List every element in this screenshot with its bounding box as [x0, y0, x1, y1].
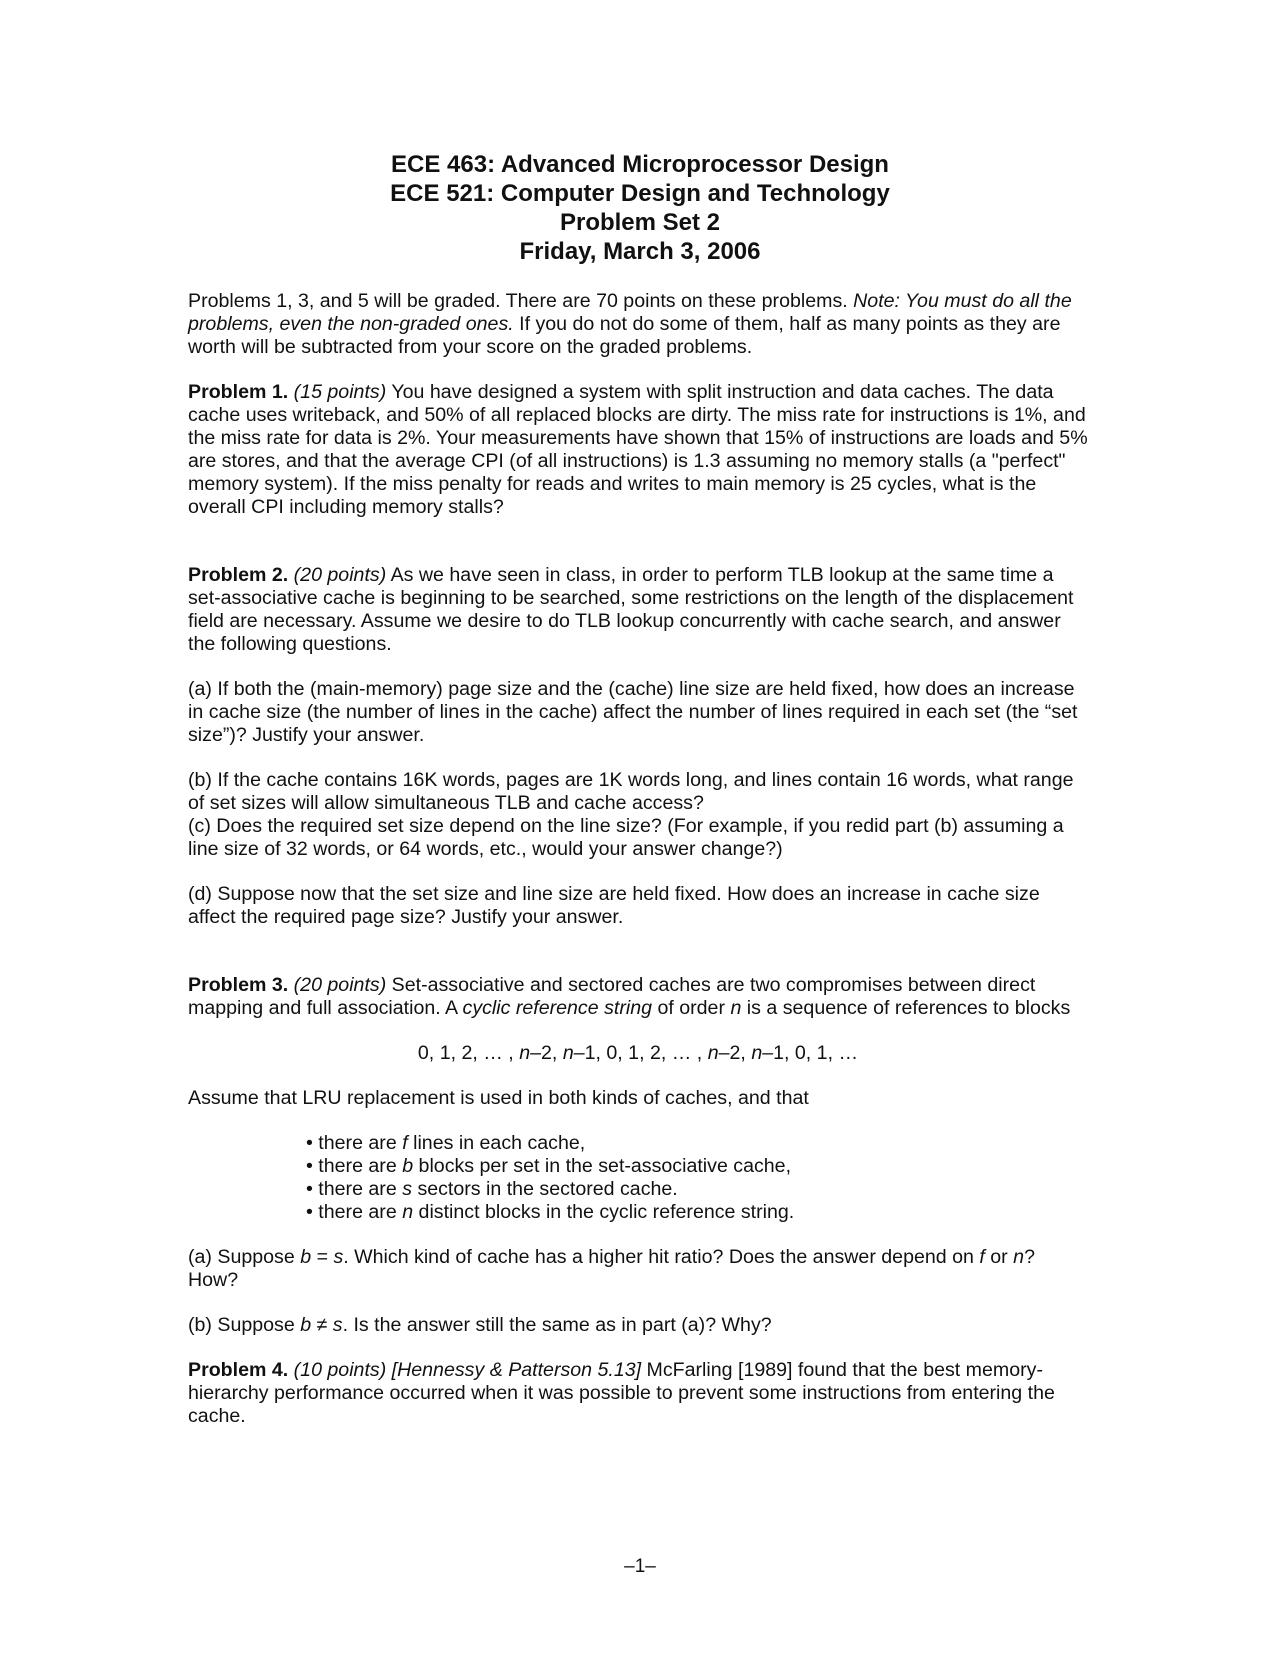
reference-sequence: 0, 1, 2, … , n–2, n–1, 0, 1, 2, … , n–2, n–1, 0, 1, … [417, 1042, 859, 1064]
problem-1 [188, 381, 1088, 519]
problem-2a: (a) If both the (main-memory) page size and the (cache) line size are held fixed, how does an increase in cache size (the number of lines in the cache) affect the number of lines required in each set (the “set size”)? Justify your answer. [188, 678, 1078, 746]
document-header [0, 150, 1280, 266]
problem-4-title: Problem 4. [188, 1359, 289, 1381]
problem-1-body: You have designed a system with split instruction and data caches. The data cache uses writeback, and 50% of all replaced blocks are dirty. The miss rate for instructions is 1%, and the miss rate for data is 2%. Your measurements have shown that 15% of instructions are loads and 5% are stores, and that the average CPI (of all instructions) is 1.3 assuming no memory stalls (a "perfect" memory system). If the miss penalty for reads and writes to main memory is 25 cycles, what is the overall CPI including memory stalls? [188, 381, 1088, 518]
list-item: • there are b blocks per set in the set-associative cache, [306, 1155, 792, 1177]
problem-1-points: (15 points) [293, 381, 387, 403]
assumption-list [306, 1132, 1088, 1224]
intro-paragraph: Problems 1, 3, and 5 will be graded. There are 70 points on these problems. Note: You must do all the problems, even the non-graded ones. If you do not do some of them, half as many points as they are worth will be subtracted from your score on the graded problems. [188, 290, 1072, 358]
problem-2 [188, 564, 1088, 656]
problem-2d: (d) Suppose now that the set size and line size are held fixed. How does an increase in cache size affect the required page size? Justify your answer. [188, 883, 1040, 928]
problem-3-assumption: Assume that LRU replacement is used in both kinds of caches, and that [188, 1087, 809, 1109]
problem-3: Problem 3. (20 points) Set-associative and sectored caches are two compromises between direct mapping and full association. A cyclic reference string of order n is a sequence of references to blocks [188, 974, 1071, 1019]
problem-3a: (a) Suppose b = s. Which kind of cache has a higher hit ratio? Does the answer depend on f or n? How? [188, 1246, 1035, 1291]
problem-4-reference: [Hennessy & Patterson 5.13] [391, 1359, 642, 1381]
problem-2b: (b) If the cache contains 16K words, pages are 1K words long, and lines contain 16 words, what range of set sizes will allow simultaneous TLB and cache access? [188, 769, 1074, 814]
problem-2-points: (20 points) [293, 564, 387, 586]
list-item: • there are s sectors in the sectored cache. [306, 1178, 678, 1200]
problem-set-title: Problem Set 2 [559, 209, 721, 236]
problem-2-body: As we have seen in class, in order to perform TLB lookup at the same time a set-associative cache is beginning to be searched, some restrictions on the length of the displacement field are necessary. Assume we desire to do TLB lookup concurrently with cache search, and answer the following questions. [188, 564, 1074, 655]
problem-2-title: Problem 2. [188, 564, 289, 586]
list-item: • there are f lines in each cache, [306, 1132, 586, 1154]
problem-4-points: (10 points) [293, 1359, 387, 1381]
problem-3-title: Problem 3. [188, 974, 289, 996]
problem-1-title: Problem 1. [188, 381, 289, 403]
course-title-521: ECE 521: Computer Design and Technology [390, 180, 890, 207]
document-body [188, 290, 1088, 1428]
problem-4-body: McFarling [1989] found that the best memory-hierarchy performance occurred when it was possible to prevent some instructions from entering the cache. [188, 1359, 1055, 1427]
page-number: –1– [624, 1556, 656, 1577]
problem-3b: (b) Suppose b ≠ s. Is the answer still the same as in part (a)? Why? [188, 1314, 772, 1336]
list-item: • there are n distinct blocks in the cyclic reference string. [306, 1201, 795, 1223]
intro-note: Note: You must do all the problems, even the non-graded ones. [188, 290, 1072, 335]
problem-3-points: (20 points) [293, 974, 387, 996]
due-date: Friday, March 3, 2006 [519, 238, 761, 265]
course-title-463: ECE 463: Advanced Microprocessor Design [391, 151, 889, 178]
problem-2c: (c) Does the required set size depend on the line size? (For example, if you redid part (b) assuming a line size of 32 words, or 64 words, etc., would your answer change?) [188, 815, 1064, 860]
problem-4 [188, 1359, 1088, 1428]
term-cyclic-reference-string: cyclic reference string [462, 997, 652, 1019]
